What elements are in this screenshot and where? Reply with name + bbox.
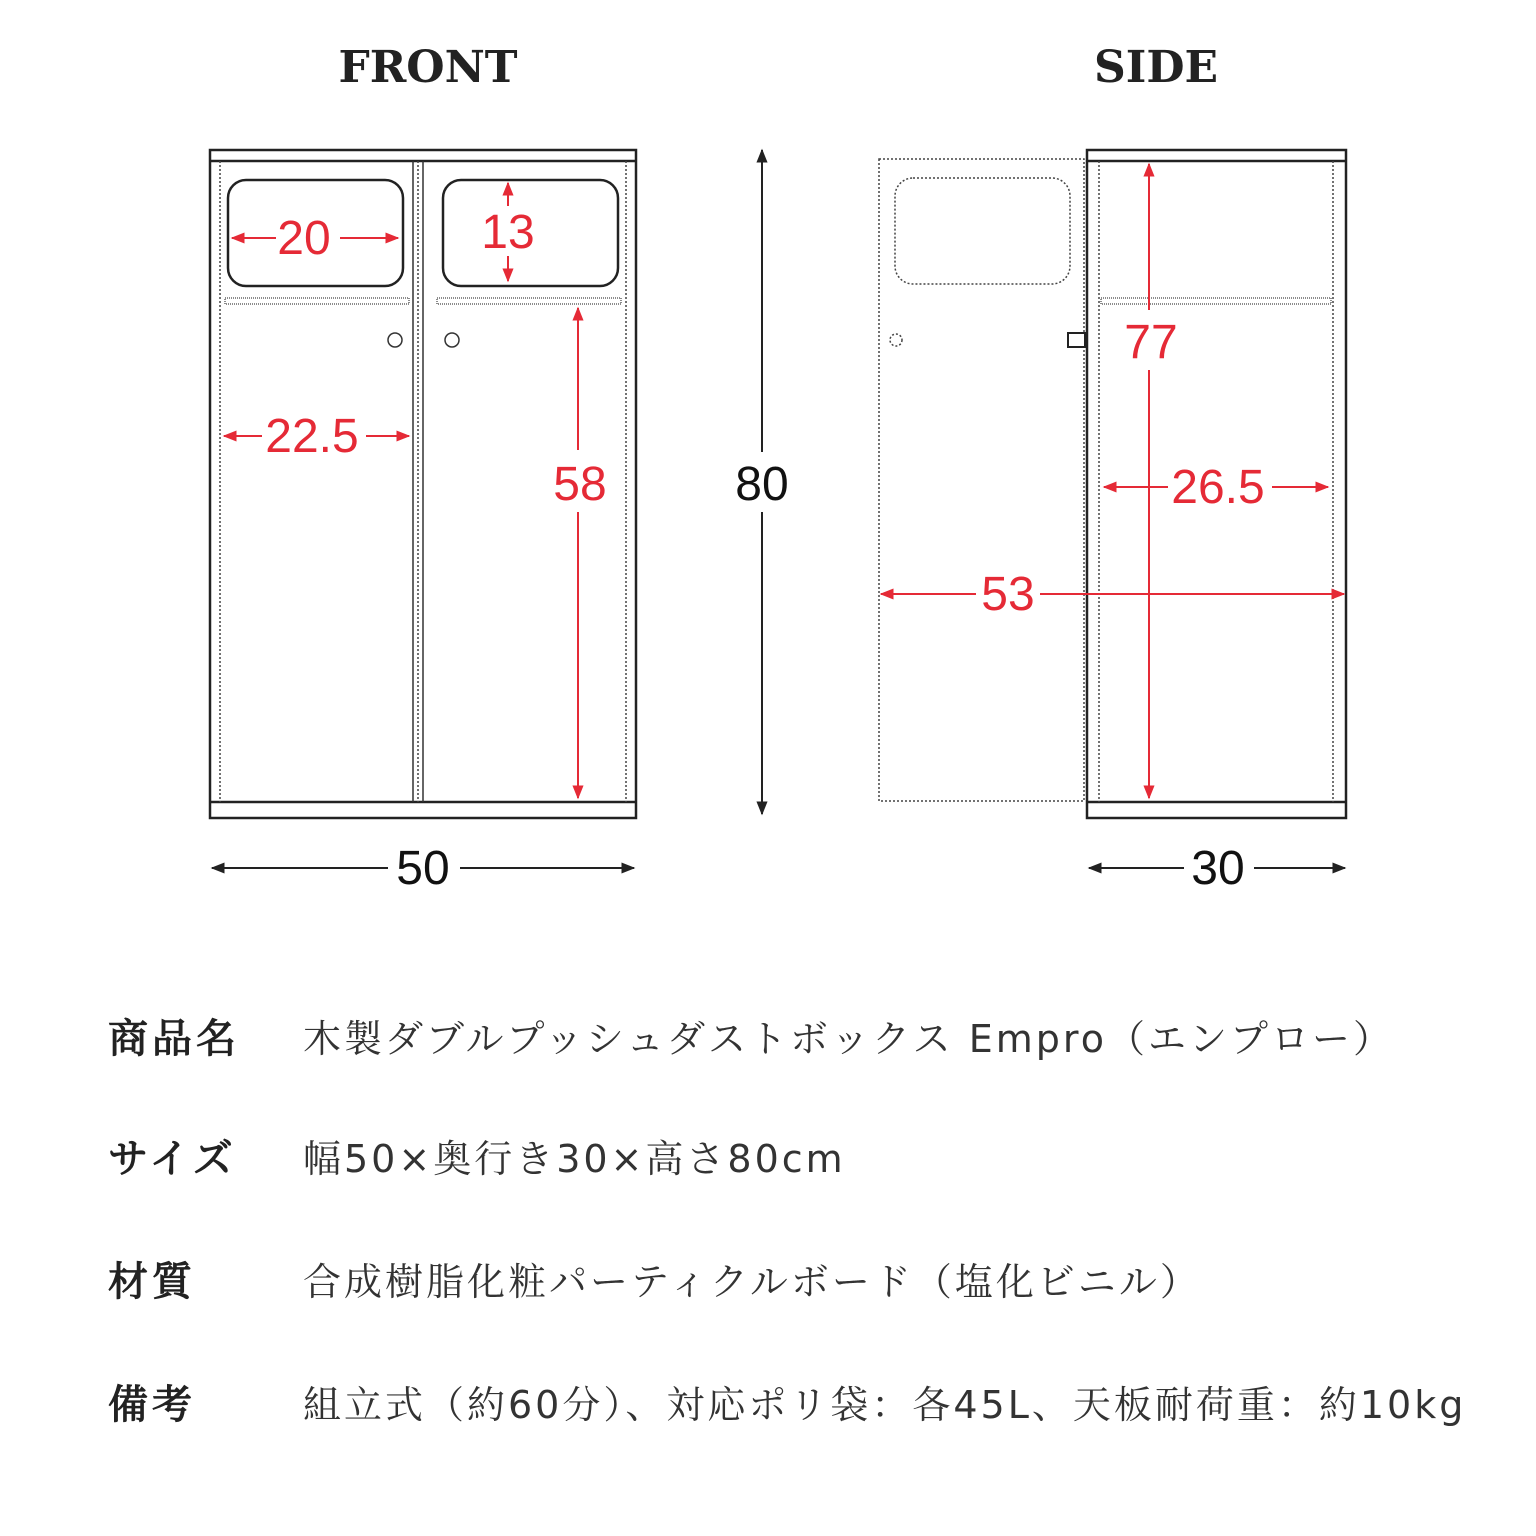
inner-height-label: 77 (1124, 316, 1178, 369)
inner-depth-label: 26.5 (1171, 461, 1265, 514)
side-dimensions (881, 164, 1345, 895)
door-width-label: 22.5 (265, 410, 359, 463)
spec-value: 合成樹脂化粧パーティクルボード（塩化ビニル） (303, 1259, 1201, 1304)
height-dimension (735, 150, 788, 814)
left-door-push-button (388, 333, 402, 347)
spec-row-notes (108, 1366, 1466, 1436)
side-view (879, 150, 1346, 818)
spec-row-size (108, 1120, 846, 1190)
spec-label: 材質 (108, 1258, 196, 1305)
spec-value: 木製ダブルプッシュダストボックス Empro（エンプロー） (303, 1016, 1394, 1061)
open-lid-outline (895, 178, 1070, 284)
left-shelf-line (225, 298, 409, 304)
spec-value: 組立式（約60分）、対応ポリ袋：各45L、天板耐荷重：約10kg (303, 1382, 1467, 1427)
spec-row-product-name (108, 1000, 1394, 1070)
right-shelf-line (437, 298, 621, 304)
slot-height-label: 13 (481, 206, 535, 259)
front-view-title: FRONT (338, 42, 518, 93)
slot-width-label: 20 (277, 212, 331, 265)
right-door-push-button (445, 333, 459, 347)
door-height-label: 58 (553, 458, 607, 511)
side-view-title: SIDE (1093, 42, 1219, 93)
spec-label: 商品名 (108, 1015, 240, 1062)
spec-label: 備考 (108, 1381, 196, 1428)
total-height-label: 80 (735, 458, 789, 511)
spec-label: サイズ (108, 1135, 237, 1182)
total-width-label: 50 (396, 842, 450, 895)
open-depth-label: 53 (981, 568, 1035, 621)
total-depth-label: 30 (1191, 842, 1245, 895)
spec-row-material (108, 1243, 1201, 1313)
spec-value: 幅50×奥行き30×高さ80cm (303, 1136, 846, 1181)
hinge-tab (1068, 333, 1085, 347)
open-door-button (890, 334, 902, 346)
side-shelf-line (1101, 298, 1331, 304)
open-door-outline (879, 159, 1084, 801)
